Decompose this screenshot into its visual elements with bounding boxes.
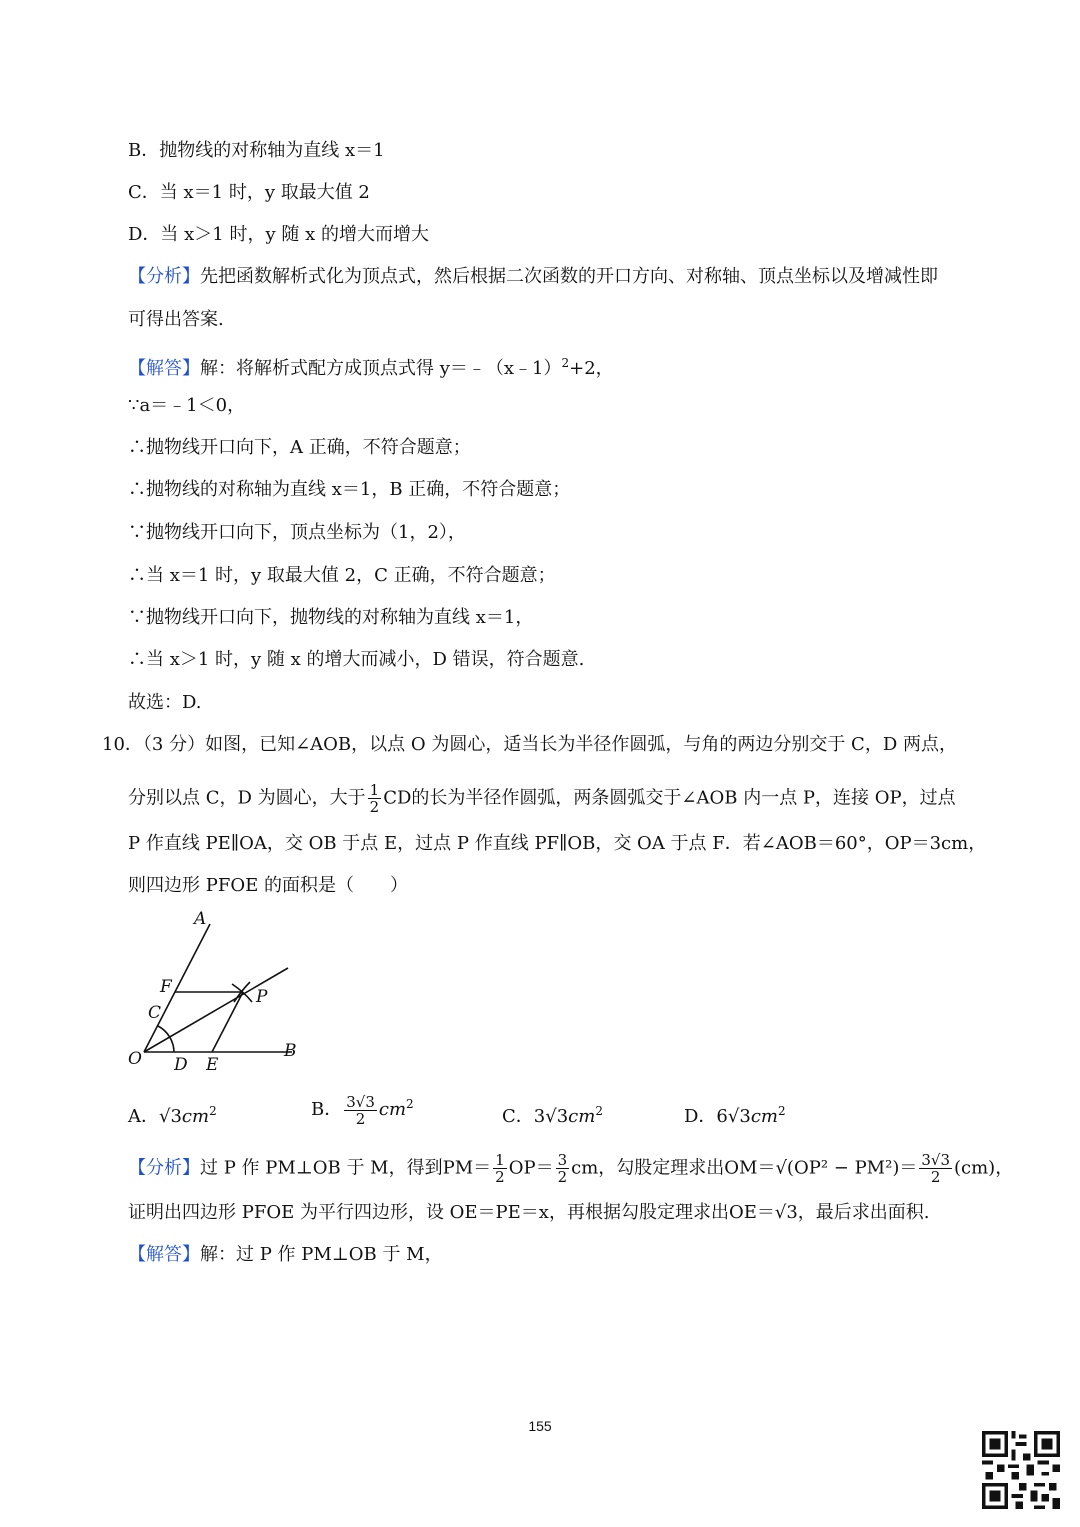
- question-10-line-3: P 作直线 PE∥OA，交 OB 于点 E，过点 P 作直线 PF∥OB，交 OA 于点 F．若∠AOB＝60°，OP＝3cm，: [128, 833, 987, 854]
- exponent: 2: [209, 1104, 217, 1118]
- fraction-num: 3√3: [921, 1151, 950, 1169]
- fraction-den: 2: [557, 1168, 568, 1186]
- fraction-den: 2: [355, 1109, 366, 1128]
- fraction-num: 3: [557, 1151, 568, 1169]
- option-a-value: A．√3: [128, 1106, 182, 1127]
- segment-pe: [212, 992, 243, 1052]
- label-o: O: [128, 1049, 142, 1069]
- q10-solution-line: [128, 1243, 443, 1267]
- fraction-den: 2: [495, 1168, 505, 1186]
- solution-step-2: ∴抛物线开口向下，A 正确，不符合题意；: [128, 437, 471, 458]
- unit: cm: [378, 1099, 407, 1120]
- solution-step-6: ∵抛物线开口向下，抛物线的对称轴为直线 x＝1，: [128, 607, 534, 628]
- label-c: C: [148, 1003, 162, 1023]
- solution-tag: 【解答】: [128, 358, 200, 379]
- fraction-den: 2: [369, 798, 380, 816]
- analysis-line-2: 可得出答案.: [128, 309, 224, 330]
- q10-analysis-line-1: [128, 1152, 1013, 1185]
- solution-step-4: ∵抛物线开口向下，顶点坐标为（1，2），: [128, 522, 466, 543]
- option-b-line: B．抛物线的对称轴为直线 x＝1: [128, 140, 385, 161]
- fraction-num: 1: [495, 1151, 505, 1169]
- analysis-line-1: [128, 265, 938, 289]
- solution-step-1: ∵a＝﹣1＜0，: [128, 395, 246, 416]
- unit: cm: [568, 1106, 596, 1127]
- solution-step-8: 故选：D.: [128, 692, 202, 713]
- solution-line-1: [128, 351, 614, 381]
- label-d: D: [174, 1055, 188, 1075]
- q10-text-a: 分别以点 C，D 为圆心，大于: [128, 787, 366, 809]
- fraction-num: 1: [369, 781, 380, 799]
- label-b: B: [284, 1041, 297, 1061]
- fraction-num: 3√3: [346, 1092, 375, 1111]
- fraction-b: [344, 1094, 377, 1127]
- analysis-text: 先把函数解析式化为顶点式，然后根据二次函数的开口方向、对称轴、顶点坐标以及增减性即: [200, 266, 938, 287]
- geometry-figure: [122, 906, 312, 1076]
- fraction-2: [556, 1152, 570, 1185]
- exponent: 2: [561, 356, 570, 370]
- fraction-half: [368, 782, 382, 815]
- solution-step-5: ∴当 x＝1 时，y 取最大值 2，C 正确，不符合题意；: [128, 565, 556, 586]
- page-number: 155: [528, 1418, 552, 1434]
- label-e: E: [206, 1055, 219, 1075]
- label-p: P: [256, 987, 268, 1007]
- question-10-line-4: 则四边形 PFOE 的面积是（ ）: [128, 875, 408, 896]
- option-d-value: D．6√3: [684, 1106, 751, 1127]
- analysis-text-1: 过 P 作 PM⊥OB 于 M，得到PM＝: [200, 1157, 492, 1179]
- analysis-text-2: OP＝: [508, 1157, 554, 1179]
- qr-code-icon: [982, 1431, 1060, 1509]
- option-a: [128, 1099, 217, 1129]
- exponent: 2: [777, 1104, 786, 1118]
- solution-text: 解：将解析式配方成顶点式得 y＝﹣（x﹣1）: [200, 358, 562, 379]
- option-b-label: B．: [311, 1099, 343, 1120]
- unit: cm: [181, 1106, 210, 1127]
- analysis-text-3: cm，勾股定理求出OM＝√(OP² − PM²)＝: [571, 1157, 918, 1179]
- analysis-tag: 【分析】: [128, 266, 200, 287]
- solution-tag: 【解答】: [128, 1244, 200, 1265]
- option-b: [311, 1092, 414, 1127]
- q10-analysis-line-2: 证明出四边形 PFOE 为平行四边形，设 OE＝PE＝x，再根据勾股定理求出OE＝√3，最后求出面积.: [128, 1202, 930, 1223]
- option-d-line: D．当 x＞1 时，y 随 x 的增大而增大: [128, 224, 429, 245]
- fraction-den: 2: [930, 1168, 941, 1186]
- label-f: F: [160, 977, 172, 997]
- option-c: [502, 1099, 603, 1129]
- option-d: [684, 1099, 786, 1129]
- fraction-3: [919, 1152, 952, 1185]
- analysis-text-4: (cm)，: [954, 1157, 1014, 1179]
- exponent: 2: [406, 1097, 414, 1111]
- exponent: 2: [595, 1104, 603, 1118]
- solution-text: 解：过 P 作 PM⊥OB 于 M，: [200, 1244, 443, 1265]
- solution-step-3: ∴抛物线的对称轴为直线 x＝1，B 正确，不符合题意；: [128, 479, 571, 500]
- fraction-1: [493, 1152, 507, 1185]
- label-a: A: [194, 909, 207, 929]
- option-c-line: C．当 x＝1 时，y 取最大值 2: [128, 182, 370, 203]
- solution-step-7: ∴当 x＞1 时，y 随 x 的增大而减小，D 错误，符合题意.: [128, 649, 585, 670]
- analysis-tag: 【分析】: [128, 1157, 200, 1179]
- question-10-line-2: [128, 782, 956, 815]
- question-10-line-1: 10．（3 分）如图，已知∠AOB，以点 O 为圆心，适当长为半径作圆弧，与角的两边分别交于 C，D 两点，: [102, 734, 957, 755]
- q10-text-b: CD的长为半径作圆弧，两条圆弧交于∠AOB 内一点 P，连接 OP，过点: [383, 787, 956, 809]
- unit: cm: [750, 1106, 778, 1127]
- solution-text-end: +2，: [569, 358, 614, 379]
- option-c-value: C．3√3: [502, 1106, 569, 1127]
